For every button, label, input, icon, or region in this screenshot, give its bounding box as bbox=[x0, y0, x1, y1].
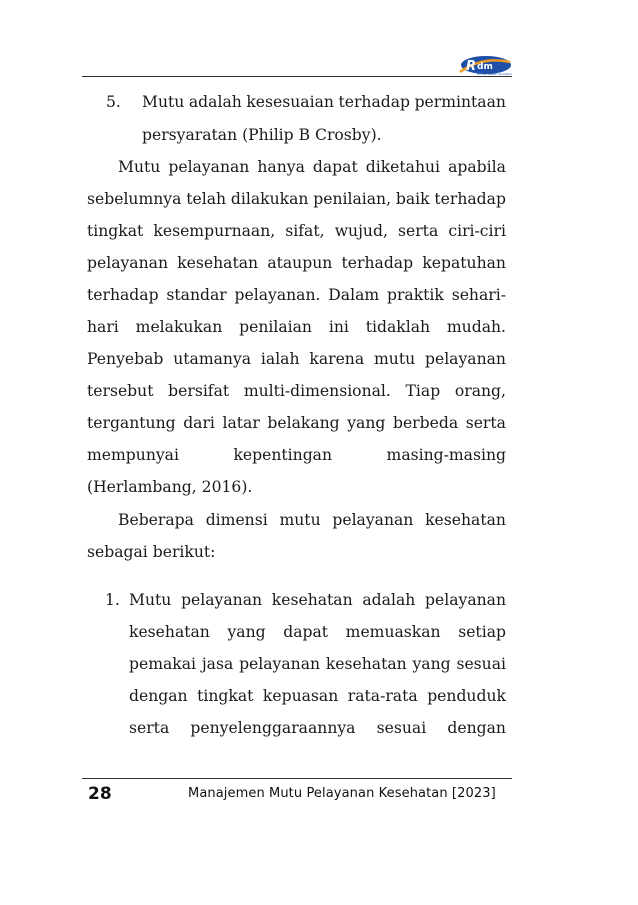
list-item-5-line: persyaratan (Philip B Crosby). bbox=[142, 126, 382, 144]
word: baik bbox=[395, 190, 430, 208]
svg-text:R: R bbox=[466, 59, 477, 74]
word: Dalam bbox=[328, 286, 380, 304]
word: adalah bbox=[188, 93, 242, 111]
list-item-1-line bbox=[129, 653, 506, 675]
list-item-1-line bbox=[129, 621, 506, 643]
word: tingkat bbox=[197, 687, 254, 705]
word: dimensi bbox=[205, 511, 268, 529]
word: Penyebab bbox=[87, 350, 164, 368]
paragraph-line bbox=[87, 348, 506, 370]
paragraph-line bbox=[118, 509, 506, 531]
word: jasa bbox=[201, 655, 234, 673]
running-footer-title: Manajemen Mutu Pelayanan Kesehatan [2023] bbox=[188, 786, 496, 801]
svg-text:for the better education: for the better education bbox=[477, 72, 512, 76]
word: dengan bbox=[129, 687, 188, 705]
word: pelayanan bbox=[425, 591, 506, 609]
word: karena bbox=[309, 350, 365, 368]
paragraph-line bbox=[87, 444, 506, 466]
word: serta bbox=[129, 719, 170, 737]
list-item-1-line bbox=[129, 685, 506, 707]
word: apabila bbox=[448, 158, 506, 176]
paragraph-line bbox=[87, 380, 506, 402]
word: pelayanan bbox=[332, 511, 414, 529]
word: Tiap bbox=[405, 382, 441, 400]
paragraph-line bbox=[87, 284, 506, 306]
word: dengan bbox=[447, 719, 506, 737]
word: adalah bbox=[362, 591, 416, 609]
word: Mutu bbox=[118, 158, 161, 176]
word: pelayanan bbox=[181, 591, 263, 609]
word: sebelumnya bbox=[87, 190, 182, 208]
word: berbeda bbox=[392, 414, 459, 432]
word: rata-rata bbox=[347, 687, 418, 705]
paragraph-line: sebagai berikut: bbox=[87, 543, 216, 561]
list-item-1-number: 1. bbox=[105, 591, 120, 609]
word: ataupun bbox=[267, 254, 333, 272]
word: tergantung bbox=[87, 414, 176, 432]
word: Mutu bbox=[142, 93, 185, 111]
word: mudah. bbox=[446, 318, 506, 336]
word: terhadap bbox=[87, 286, 159, 304]
svg-text:dm: dm bbox=[477, 62, 493, 72]
word: kesesuaian bbox=[246, 93, 334, 111]
paragraph-line bbox=[87, 220, 506, 242]
word: kesehatan bbox=[425, 511, 506, 529]
word: Mutu bbox=[129, 591, 172, 609]
word: melakukan bbox=[135, 318, 223, 336]
word: yang bbox=[347, 414, 386, 432]
word: permintaan bbox=[414, 93, 506, 111]
word: sesuai bbox=[456, 655, 506, 673]
word: kepentingan bbox=[233, 446, 333, 464]
word: utamanya bbox=[173, 350, 252, 368]
word: penilaian bbox=[239, 318, 312, 336]
word: pelayanan bbox=[424, 350, 506, 368]
word: latar bbox=[222, 414, 260, 432]
word: diketahui bbox=[365, 158, 441, 176]
header-divider bbox=[82, 76, 512, 77]
paragraph-line bbox=[87, 188, 506, 210]
word: kesempurnaan, bbox=[153, 222, 276, 240]
word: standar bbox=[166, 286, 227, 304]
word: serta bbox=[398, 222, 439, 240]
word: kesehatan bbox=[325, 655, 407, 673]
word: kepatuhan bbox=[422, 254, 506, 272]
word: wujud, bbox=[334, 222, 388, 240]
list-item-5-line bbox=[142, 91, 506, 113]
page-number: 28 bbox=[88, 784, 112, 804]
word: mutu bbox=[374, 350, 416, 368]
word: setiap bbox=[458, 623, 506, 641]
word: ciri-ciri bbox=[448, 222, 506, 240]
word: Beberapa bbox=[118, 511, 194, 529]
word: hari bbox=[87, 318, 119, 336]
word: telah bbox=[186, 190, 227, 208]
word: ialah bbox=[260, 350, 300, 368]
word: sesuai bbox=[376, 719, 427, 737]
word: pelayanan bbox=[168, 158, 250, 176]
word: yang bbox=[412, 655, 451, 673]
word: terhadap bbox=[434, 190, 506, 208]
word: dari bbox=[183, 414, 215, 432]
word: bersifat bbox=[168, 382, 230, 400]
paragraph-line: (Herlambang, 2016). bbox=[87, 478, 253, 496]
word: pemakai bbox=[129, 655, 197, 673]
word: kepuasan bbox=[262, 687, 339, 705]
word: penilaian, bbox=[313, 190, 392, 208]
word: ini bbox=[328, 318, 349, 336]
word: kesehatan bbox=[177, 254, 259, 272]
word: mempunyai bbox=[87, 446, 179, 464]
word: dapat bbox=[312, 158, 358, 176]
word: tidaklah bbox=[365, 318, 431, 336]
word: memuaskan bbox=[345, 623, 441, 641]
word: pelayanan. bbox=[234, 286, 321, 304]
word: tingkat bbox=[87, 222, 144, 240]
word: sehari- bbox=[451, 286, 506, 304]
word: orang, bbox=[454, 382, 506, 400]
word: terhadap bbox=[341, 254, 414, 272]
publisher-logo bbox=[452, 54, 512, 76]
footer-divider bbox=[82, 778, 512, 779]
word: pelayanan bbox=[239, 655, 321, 673]
list-item-1-line bbox=[129, 589, 506, 611]
word: penyelenggaraannya bbox=[190, 719, 356, 737]
word: pelayanan bbox=[87, 254, 168, 272]
list-item-5-number: 5. bbox=[106, 93, 121, 111]
word: praktik bbox=[386, 286, 444, 304]
word: dilakukan bbox=[230, 190, 309, 208]
word: kesehatan bbox=[129, 623, 210, 641]
word: mutu bbox=[279, 511, 321, 529]
word: yang bbox=[227, 623, 266, 641]
paragraph-line bbox=[87, 252, 506, 274]
word: serta bbox=[465, 414, 506, 432]
word: dapat bbox=[283, 623, 329, 641]
paragraph-line bbox=[118, 156, 506, 178]
word: masing-masing bbox=[386, 446, 506, 464]
word: kesehatan bbox=[271, 591, 353, 609]
word: penduduk bbox=[427, 687, 506, 705]
word: terhadap bbox=[338, 93, 411, 111]
paragraph-line bbox=[87, 412, 506, 434]
word: belakang bbox=[267, 414, 340, 432]
list-item-1-line bbox=[129, 717, 506, 739]
word: sifat, bbox=[285, 222, 325, 240]
paragraph-line bbox=[87, 316, 506, 338]
word: tersebut bbox=[87, 382, 154, 400]
word: hanya bbox=[257, 158, 305, 176]
word: multi-dimensional. bbox=[243, 382, 391, 400]
